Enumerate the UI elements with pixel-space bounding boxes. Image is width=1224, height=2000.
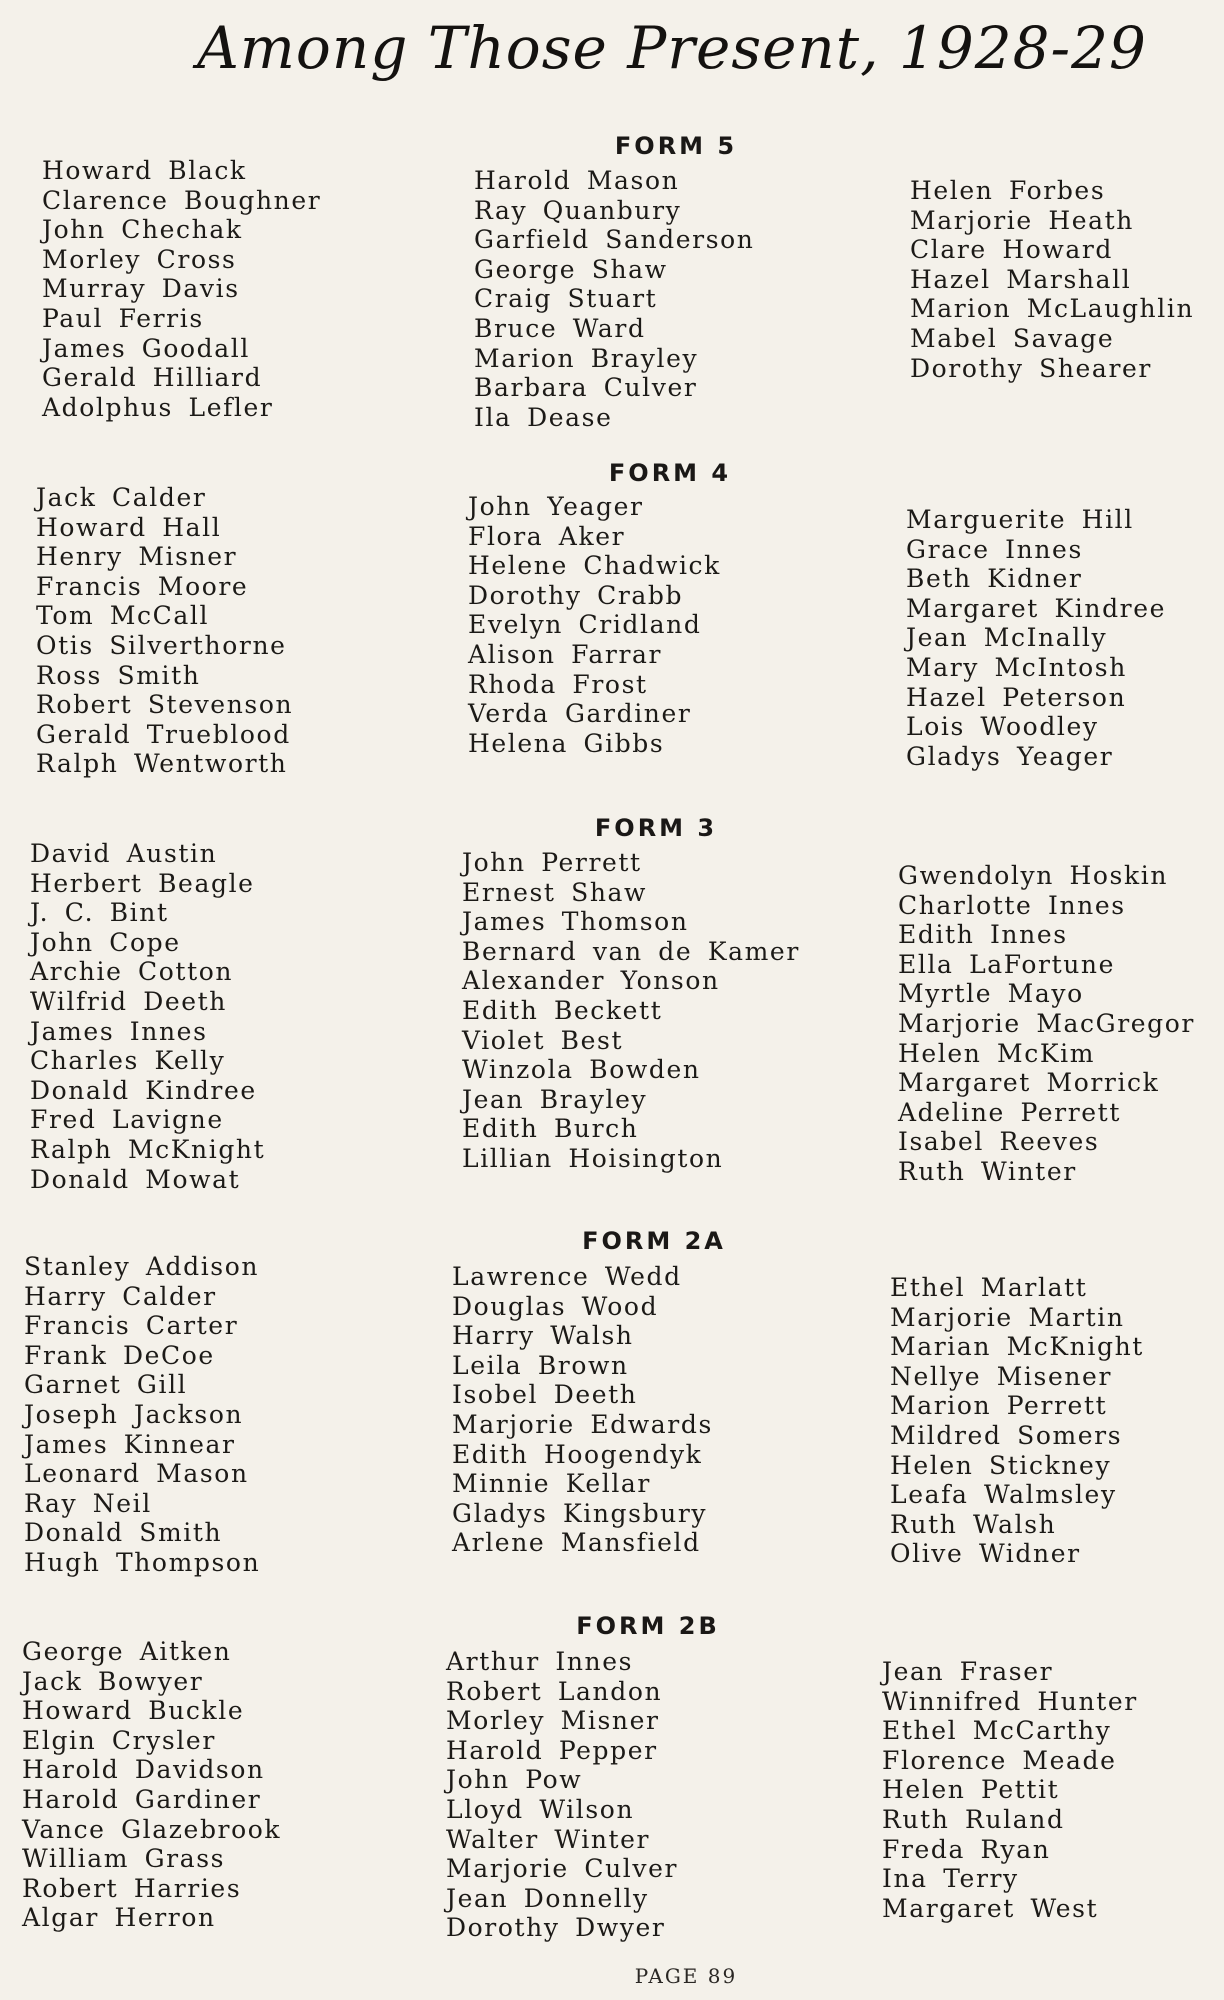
student-name: Jean Brayley bbox=[462, 1084, 648, 1114]
name-column bbox=[22, 1637, 281, 1933]
student-name: Elgin Crysler bbox=[22, 1725, 216, 1755]
page-title: Among Those Present, 1928-29 bbox=[197, 14, 1147, 82]
student-name: Frank DeCoe bbox=[24, 1340, 215, 1370]
student-name: Charles Kelly bbox=[30, 1046, 226, 1076]
name-column bbox=[452, 1262, 713, 1558]
student-name: Francis Moore bbox=[36, 571, 249, 601]
student-name: Robert Landon bbox=[446, 1676, 663, 1706]
student-name: Edith Burch bbox=[462, 1114, 639, 1144]
student-name: James Kinnear bbox=[24, 1429, 236, 1459]
name-column bbox=[468, 492, 721, 758]
student-name: Donald Smith bbox=[24, 1518, 223, 1548]
name-column bbox=[42, 156, 321, 422]
student-name: Ernest Shaw bbox=[462, 877, 648, 907]
name-column bbox=[446, 1647, 678, 1943]
student-name: Murray Davis bbox=[42, 274, 240, 304]
student-name: Francis Carter bbox=[24, 1311, 239, 1341]
student-name: Marion McLaughlin bbox=[910, 294, 1195, 324]
student-name: Olive Widner bbox=[890, 1539, 1081, 1569]
student-name: Leafa Walmsley bbox=[890, 1480, 1117, 1510]
name-column bbox=[30, 839, 265, 1194]
student-name: Ralph Wentworth bbox=[36, 749, 288, 779]
student-name: Dorothy Shearer bbox=[910, 353, 1152, 383]
student-name: Margaret Morrick bbox=[898, 1068, 1160, 1098]
student-name: Helen Forbes bbox=[910, 176, 1106, 205]
name-column bbox=[890, 1273, 1144, 1569]
student-name: Edith Innes bbox=[898, 920, 1068, 950]
student-name: Tom McCall bbox=[36, 601, 210, 631]
student-name: Robert Harries bbox=[22, 1873, 242, 1903]
student-name: Gladys Kingsbury bbox=[452, 1498, 708, 1528]
student-name: Verda Gardiner bbox=[468, 699, 692, 729]
student-name: Ray Quanbury bbox=[474, 195, 682, 225]
student-name: Bernard van de Kamer bbox=[462, 936, 800, 966]
student-name: Beth Kidner bbox=[906, 564, 1083, 594]
student-name: Arlene Mansfield bbox=[452, 1528, 701, 1558]
student-name: Ethel Marlatt bbox=[890, 1273, 1088, 1302]
student-name: Hazel Marshall bbox=[910, 264, 1132, 294]
student-name: Alison Farrar bbox=[468, 639, 663, 669]
form-heading: FORM 4 bbox=[608, 459, 732, 487]
student-name: Freda Ryan bbox=[882, 1834, 1051, 1864]
student-name: Robert Stevenson bbox=[36, 690, 294, 720]
student-name: Lois Woodley bbox=[906, 712, 1099, 742]
name-column bbox=[898, 861, 1195, 1187]
student-name: Isobel Deeth bbox=[452, 1380, 638, 1410]
student-name: Flora Aker bbox=[468, 521, 626, 551]
student-name: Rhoda Frost bbox=[468, 669, 648, 699]
student-name: Paul Ferris bbox=[42, 303, 204, 333]
student-name: Margaret West bbox=[882, 1893, 1099, 1923]
student-name: Ross Smith bbox=[36, 660, 201, 690]
student-name: J. C. Bint bbox=[30, 898, 169, 928]
student-name: Marjorie Martin bbox=[890, 1302, 1125, 1332]
student-name: Archie Cotton bbox=[30, 957, 234, 987]
student-name: Clare Howard bbox=[910, 235, 1114, 265]
student-name: Dorothy Dwyer bbox=[446, 1913, 666, 1943]
student-name: Marion Perrett bbox=[890, 1391, 1108, 1421]
student-name: George Shaw bbox=[474, 254, 668, 284]
student-name: Violet Best bbox=[462, 1025, 624, 1055]
form-heading: FORM 2B bbox=[576, 1612, 720, 1640]
student-name: Edith Hoogendyk bbox=[452, 1439, 703, 1469]
student-name: Ina Terry bbox=[882, 1864, 1019, 1894]
student-name: Herbert Beagle bbox=[30, 868, 255, 898]
student-name: Alexander Yonson bbox=[462, 966, 720, 996]
student-name: Margaret Kindree bbox=[906, 593, 1167, 623]
student-name: Marian McKnight bbox=[890, 1332, 1144, 1362]
page-number: PAGE 89 bbox=[634, 1964, 738, 1988]
student-name: Helen Pettit bbox=[882, 1775, 1060, 1805]
student-name: Joseph Jackson bbox=[24, 1399, 244, 1429]
student-name: Ruth Ruland bbox=[882, 1804, 1065, 1834]
student-name: Helen Stickney bbox=[890, 1450, 1112, 1480]
student-name: Hazel Peterson bbox=[906, 682, 1127, 712]
student-name: Leila Brown bbox=[452, 1350, 629, 1380]
student-name: Helena Gibbs bbox=[468, 728, 665, 758]
student-name: Wilfrid Deeth bbox=[30, 986, 227, 1016]
student-name: Ray Neil bbox=[24, 1488, 152, 1518]
form-heading: FORM 2A bbox=[582, 1227, 726, 1255]
student-name: Ralph McKnight bbox=[30, 1134, 266, 1164]
student-name: Harry Walsh bbox=[452, 1321, 634, 1351]
student-name: Harry Calder bbox=[24, 1281, 217, 1311]
student-name: Arthur Innes bbox=[446, 1647, 634, 1676]
student-name: John Pow bbox=[446, 1765, 583, 1795]
student-name: Marjorie Heath bbox=[910, 205, 1134, 235]
student-name: Gladys Yeager bbox=[906, 741, 1114, 771]
student-name: Craig Stuart bbox=[474, 284, 658, 314]
student-name: Harold Gardiner bbox=[22, 1784, 262, 1814]
student-name: Winzola Bowden bbox=[462, 1055, 701, 1085]
student-name: Howard Hall bbox=[36, 512, 222, 542]
student-name: Ila Dease bbox=[474, 402, 613, 432]
student-name: Grace Innes bbox=[906, 534, 1083, 564]
form-heading: FORM 5 bbox=[614, 132, 738, 160]
student-name: Gerald Hilliard bbox=[42, 363, 263, 393]
student-name: Nellye Misener bbox=[890, 1361, 1112, 1391]
student-name: George Aitken bbox=[22, 1637, 232, 1666]
student-name: James Innes bbox=[30, 1016, 208, 1046]
student-name: Lloyd Wilson bbox=[446, 1794, 635, 1824]
student-name: Garnet Gill bbox=[24, 1370, 188, 1400]
name-column bbox=[882, 1657, 1138, 1923]
student-name: Lillian Hoisington bbox=[462, 1143, 724, 1173]
student-name: Douglas Wood bbox=[452, 1291, 659, 1321]
student-name: Otis Silverthorne bbox=[36, 630, 287, 660]
student-name: Mary McIntosh bbox=[906, 652, 1127, 682]
student-name: Vance Glazebrook bbox=[22, 1814, 282, 1844]
student-name: James Thomson bbox=[462, 907, 689, 937]
student-name: Ruth Winter bbox=[898, 1156, 1077, 1186]
student-name: Ella LaFortune bbox=[898, 949, 1116, 979]
student-name: Henry Misner bbox=[36, 542, 238, 572]
form-heading: FORM 3 bbox=[594, 814, 718, 842]
student-name: Mabel Savage bbox=[910, 323, 1115, 353]
student-name: Minnie Kellar bbox=[452, 1469, 651, 1499]
student-name: Donald Mowat bbox=[30, 1164, 241, 1194]
student-name: Walter Winter bbox=[446, 1824, 651, 1854]
student-name: Adolphus Lefler bbox=[42, 392, 274, 422]
student-name: Jack Calder bbox=[36, 483, 207, 512]
student-name: Morley Cross bbox=[42, 244, 237, 274]
student-name: John Cope bbox=[30, 927, 181, 957]
name-column bbox=[474, 166, 754, 432]
student-name: Harold Mason bbox=[474, 166, 680, 195]
student-name: Mildred Somers bbox=[890, 1420, 1123, 1450]
student-name: Garfield Sanderson bbox=[474, 225, 755, 255]
student-name: Edith Beckett bbox=[462, 995, 663, 1025]
student-name: Ethel McCarthy bbox=[882, 1716, 1112, 1746]
student-name: Morley Misner bbox=[446, 1706, 660, 1736]
student-name: Barbara Culver bbox=[474, 373, 698, 403]
student-name: Jean McInally bbox=[906, 623, 1108, 653]
student-name: Harold Davidson bbox=[22, 1755, 265, 1785]
student-name: Howard Buckle bbox=[22, 1696, 245, 1726]
student-name: Dorothy Crabb bbox=[468, 580, 684, 610]
student-name: Leonard Mason bbox=[24, 1459, 249, 1489]
student-name: Evelyn Cridland bbox=[468, 610, 702, 640]
student-name: Helene Chadwick bbox=[468, 551, 721, 581]
student-name: Donald Kindree bbox=[30, 1075, 257, 1105]
student-name: Adeline Perrett bbox=[898, 1097, 1121, 1127]
student-name: Marjorie Culver bbox=[446, 1854, 679, 1884]
student-name: Marguerite Hill bbox=[906, 505, 1134, 534]
student-name: Jean Donnelly bbox=[446, 1883, 649, 1913]
student-name: John Chechak bbox=[42, 215, 243, 245]
student-name: Harold Pepper bbox=[446, 1735, 658, 1765]
student-name: Marion Brayley bbox=[474, 343, 699, 373]
student-name: Marjorie Edwards bbox=[452, 1409, 713, 1439]
student-name: James Goodall bbox=[42, 333, 250, 363]
student-name: John Perrett bbox=[462, 848, 642, 877]
student-name: Bruce Ward bbox=[474, 313, 646, 343]
student-name: Clarence Boughner bbox=[42, 185, 322, 215]
student-name: Gerald Trueblood bbox=[36, 719, 291, 749]
student-name: Florence Meade bbox=[882, 1745, 1117, 1775]
student-name: David Austin bbox=[30, 839, 218, 868]
name-column bbox=[906, 505, 1166, 771]
student-name: Algar Herron bbox=[22, 1903, 216, 1933]
student-name: Hugh Thompson bbox=[24, 1547, 261, 1577]
student-name: Winnifred Hunter bbox=[882, 1686, 1138, 1716]
student-name: Isabel Reeves bbox=[898, 1127, 1100, 1157]
student-name: Stanley Addison bbox=[24, 1252, 260, 1281]
student-name: Jean Fraser bbox=[882, 1657, 1054, 1686]
student-name: Myrtle Mayo bbox=[898, 979, 1084, 1009]
student-name: Gwendolyn Hoskin bbox=[898, 861, 1169, 890]
name-column bbox=[910, 176, 1194, 383]
name-column bbox=[36, 483, 293, 779]
student-name: Howard Black bbox=[42, 156, 247, 185]
student-name: Lawrence Wedd bbox=[452, 1262, 682, 1291]
student-name: John Yeager bbox=[468, 492, 644, 521]
student-name: Helen McKim bbox=[898, 1038, 1096, 1068]
student-name: Jack Bowyer bbox=[22, 1666, 204, 1696]
name-column bbox=[462, 848, 800, 1174]
student-name: Ruth Walsh bbox=[890, 1509, 1057, 1539]
student-name: William Grass bbox=[22, 1844, 226, 1874]
student-name: Marjorie MacGregor bbox=[898, 1008, 1195, 1038]
student-name: Fred Lavigne bbox=[30, 1105, 224, 1135]
student-name: Charlotte Innes bbox=[898, 890, 1126, 920]
name-column bbox=[24, 1252, 260, 1578]
